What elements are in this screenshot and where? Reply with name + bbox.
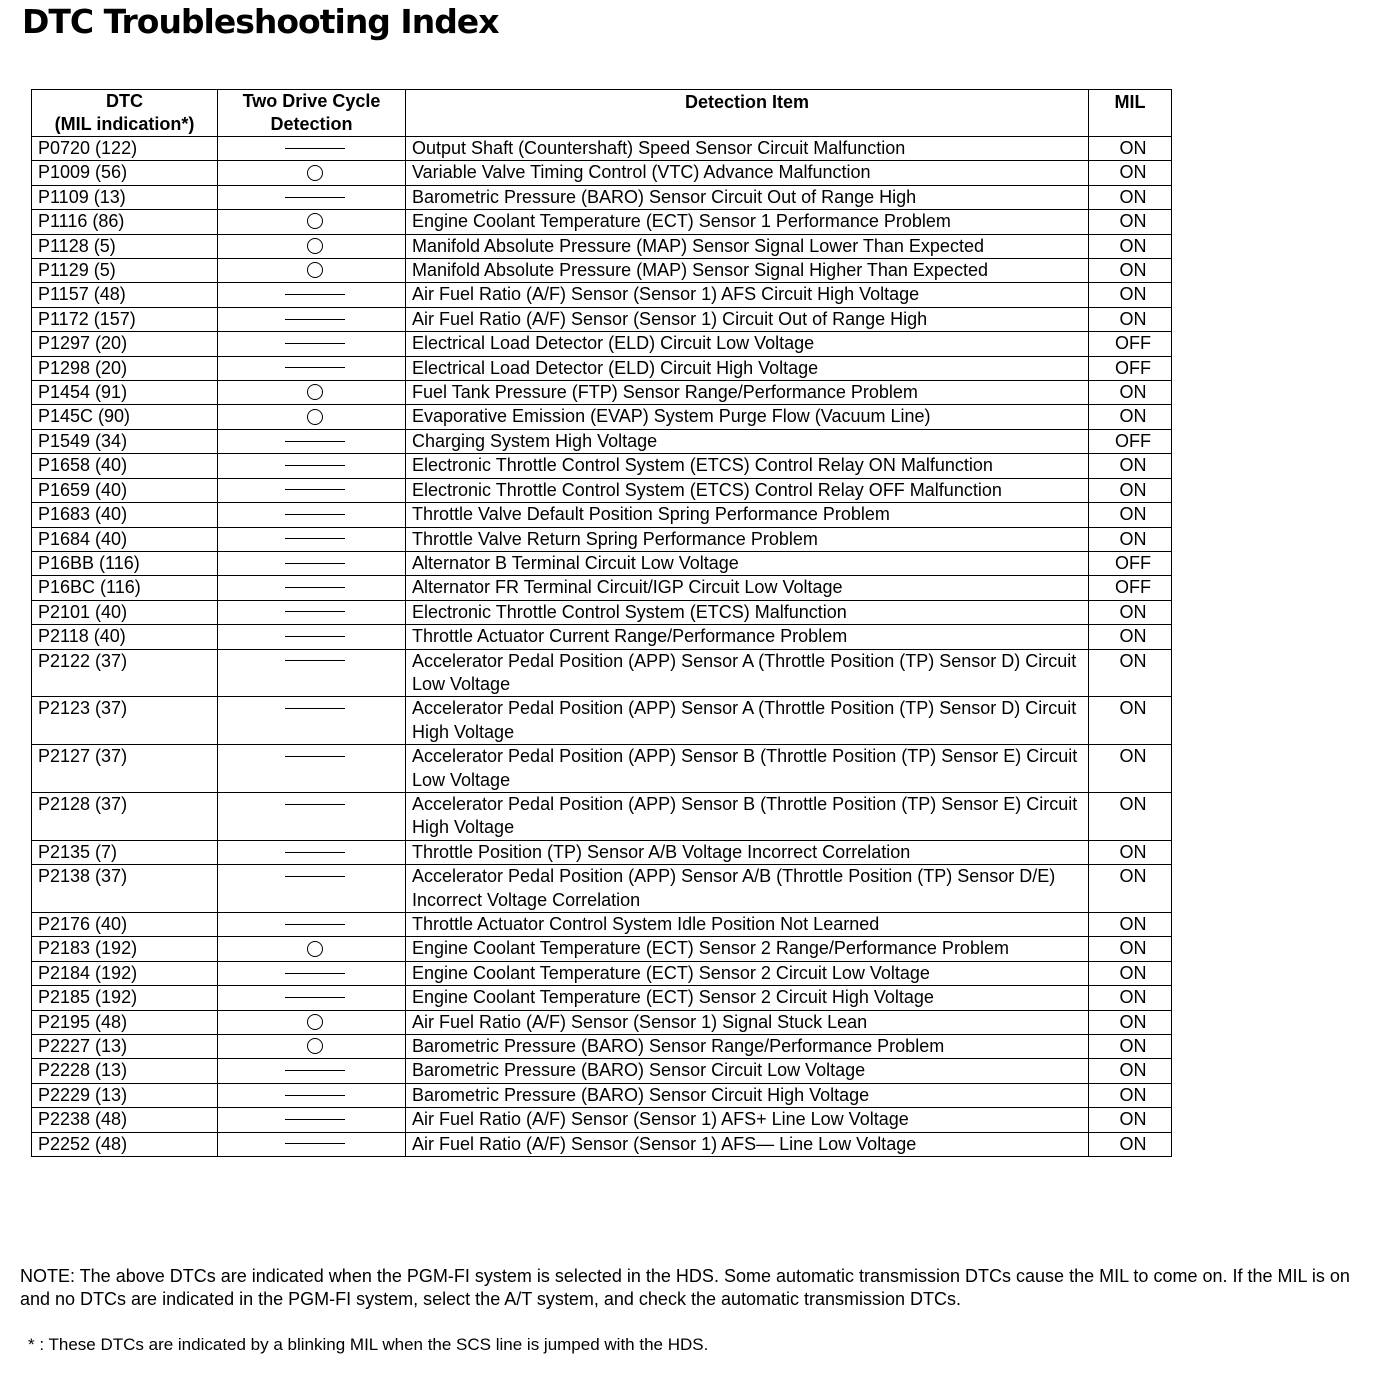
mil-status: ON xyxy=(1089,937,1172,961)
two-drive-cycle-cell xyxy=(218,259,406,283)
two-drive-cycle-cell xyxy=(218,307,406,331)
mil-status: ON xyxy=(1089,137,1172,161)
dash-icon xyxy=(285,756,345,757)
circle-icon xyxy=(307,238,323,254)
dtc-code: P2252 (48) xyxy=(32,1132,218,1156)
detection-item: Air Fuel Ratio (A/F) Sensor (Sensor 1) AFS Circuit High Voltage xyxy=(406,283,1089,307)
two-drive-cycle-cell xyxy=(218,161,406,185)
detection-item: Barometric Pressure (BARO) Sensor Range/Performance Problem xyxy=(406,1035,1089,1059)
dtc-code: P16BC (116) xyxy=(32,576,218,600)
detection-item: Charging System High Voltage xyxy=(406,429,1089,453)
mil-status: ON xyxy=(1089,1132,1172,1156)
table-row xyxy=(32,576,1172,600)
table-row xyxy=(32,405,1172,429)
detection-item: Air Fuel Ratio (A/F) Sensor (Sensor 1) Signal Stuck Lean xyxy=(406,1010,1089,1034)
header-two-label: Two Drive Cycle xyxy=(242,91,381,111)
two-drive-cycle-cell xyxy=(218,1108,406,1132)
header-two-drive-cycle xyxy=(218,90,406,137)
detection-item: Throttle Position (TP) Sensor A/B Voltage Incorrect Correlation xyxy=(406,840,1089,864)
two-drive-cycle-cell xyxy=(218,429,406,453)
two-drive-cycle-cell xyxy=(218,745,406,793)
mil-status: ON xyxy=(1089,649,1172,697)
mil-status: ON xyxy=(1089,1083,1172,1107)
detection-item: Throttle Valve Return Spring Performance Problem xyxy=(406,527,1089,551)
dtc-code: P1129 (5) xyxy=(32,259,218,283)
mil-status: ON xyxy=(1089,283,1172,307)
circle-icon xyxy=(307,409,323,425)
table-row xyxy=(32,1010,1172,1034)
mil-status: ON xyxy=(1089,1108,1172,1132)
dash-icon xyxy=(285,1119,345,1120)
page-title: DTC Troubleshooting Index xyxy=(22,2,499,41)
mil-status: ON xyxy=(1089,161,1172,185)
header-dtc xyxy=(32,90,218,137)
table-row xyxy=(32,1132,1172,1156)
footnote-text: * : These DTCs are indicated by a blinking MIL when the SCS line is jumped with the HDS. xyxy=(28,1335,709,1354)
table-row xyxy=(32,1035,1172,1059)
two-drive-cycle-cell xyxy=(218,576,406,600)
dash-icon xyxy=(285,708,345,709)
dtc-code: P1549 (34) xyxy=(32,429,218,453)
dtc-code: P1172 (157) xyxy=(32,307,218,331)
two-drive-cycle-cell xyxy=(218,527,406,551)
detection-item: Electronic Throttle Control System (ETCS) Control Relay ON Malfunction xyxy=(406,454,1089,478)
table-row xyxy=(32,697,1172,745)
dtc-code: P1683 (40) xyxy=(32,503,218,527)
dash-icon xyxy=(285,367,345,368)
mil-status: ON xyxy=(1089,600,1172,624)
table-row xyxy=(32,332,1172,356)
dtc-code: P2138 (37) xyxy=(32,865,218,913)
mil-status: ON xyxy=(1089,697,1172,745)
table-row xyxy=(32,600,1172,624)
dash-icon xyxy=(285,538,345,539)
mil-status: ON xyxy=(1089,503,1172,527)
dash-icon xyxy=(285,876,345,877)
dash-icon xyxy=(285,1143,345,1144)
table-row xyxy=(32,937,1172,961)
dtc-code: P1116 (86) xyxy=(32,210,218,234)
detection-item: Evaporative Emission (EVAP) System Purge Flow (Vacuum Line) xyxy=(406,405,1089,429)
mil-status: ON xyxy=(1089,1035,1172,1059)
two-drive-cycle-cell xyxy=(218,792,406,840)
dtc-code: P2195 (48) xyxy=(32,1010,218,1034)
two-drive-cycle-cell xyxy=(218,1010,406,1034)
dtc-code: P16BB (116) xyxy=(32,551,218,575)
mil-status: ON xyxy=(1089,865,1172,913)
table-row xyxy=(32,356,1172,380)
two-drive-cycle-cell xyxy=(218,381,406,405)
detection-item: Accelerator Pedal Position (APP) Sensor A (Throttle Position (TP) Sensor D) Circuit Low Voltage xyxy=(406,649,1089,697)
detection-item: Accelerator Pedal Position (APP) Sensor B (Throttle Position (TP) Sensor E) Circuit High Voltage xyxy=(406,792,1089,840)
table-header-row xyxy=(32,90,1172,137)
dash-icon xyxy=(285,1095,345,1096)
detection-item: Manifold Absolute Pressure (MAP) Sensor Signal Lower Than Expected xyxy=(406,234,1089,258)
detection-item: Throttle Valve Default Position Spring Performance Problem xyxy=(406,503,1089,527)
table-row xyxy=(32,1108,1172,1132)
two-drive-cycle-cell xyxy=(218,478,406,502)
dtc-code: P0720 (122) xyxy=(32,137,218,161)
detection-item: Alternator B Terminal Circuit Low Voltage xyxy=(406,551,1089,575)
two-drive-cycle-cell xyxy=(218,986,406,1010)
table-row xyxy=(32,745,1172,793)
dtc-code: P2127 (37) xyxy=(32,745,218,793)
dtc-code: P1659 (40) xyxy=(32,478,218,502)
table-row xyxy=(32,625,1172,649)
dtc-code: P1684 (40) xyxy=(32,527,218,551)
dash-icon xyxy=(285,148,345,149)
mil-status: ON xyxy=(1089,307,1172,331)
two-drive-cycle-cell xyxy=(218,649,406,697)
two-drive-cycle-cell xyxy=(218,1083,406,1107)
mil-status: ON xyxy=(1089,185,1172,209)
mil-status: ON xyxy=(1089,259,1172,283)
header-mil: MIL xyxy=(1089,90,1172,137)
table-row xyxy=(32,234,1172,258)
dtc-code: P2238 (48) xyxy=(32,1108,218,1132)
mil-status: ON xyxy=(1089,1010,1172,1034)
two-drive-cycle-cell xyxy=(218,356,406,380)
dash-icon xyxy=(285,973,345,974)
table-row xyxy=(32,454,1172,478)
mil-status: ON xyxy=(1089,1059,1172,1083)
detection-item: Engine Coolant Temperature (ECT) Sensor 2 Circuit Low Voltage xyxy=(406,961,1089,985)
dash-icon xyxy=(285,924,345,925)
circle-icon xyxy=(307,1014,323,1030)
table-row xyxy=(32,210,1172,234)
dash-icon xyxy=(285,441,345,442)
table-row xyxy=(32,913,1172,937)
circle-icon xyxy=(307,262,323,278)
detection-item: Barometric Pressure (BARO) Sensor Circuit High Voltage xyxy=(406,1083,1089,1107)
two-drive-cycle-cell xyxy=(218,600,406,624)
circle-icon xyxy=(307,213,323,229)
circle-icon xyxy=(307,165,323,181)
dash-icon xyxy=(285,465,345,466)
two-drive-cycle-cell xyxy=(218,1059,406,1083)
detection-item: Alternator FR Terminal Circuit/IGP Circuit Low Voltage xyxy=(406,576,1089,600)
table-row xyxy=(32,429,1172,453)
table-row xyxy=(32,1083,1172,1107)
detection-item: Air Fuel Ratio (A/F) Sensor (Sensor 1) AFS+ Line Low Voltage xyxy=(406,1108,1089,1132)
two-drive-cycle-cell xyxy=(218,283,406,307)
table-row xyxy=(32,503,1172,527)
detection-item: Air Fuel Ratio (A/F) Sensor (Sensor 1) AFS— Line Low Voltage xyxy=(406,1132,1089,1156)
two-drive-cycle-cell xyxy=(218,405,406,429)
dtc-code: P1298 (20) xyxy=(32,356,218,380)
dtc-code: P1454 (91) xyxy=(32,381,218,405)
dtc-code: P2183 (192) xyxy=(32,937,218,961)
detection-item: Air Fuel Ratio (A/F) Sensor (Sensor 1) Circuit Out of Range High xyxy=(406,307,1089,331)
mil-status: ON xyxy=(1089,234,1172,258)
circle-icon xyxy=(307,941,323,957)
table-row xyxy=(32,185,1172,209)
detection-item: Electrical Load Detector (ELD) Circuit Low Voltage xyxy=(406,332,1089,356)
detection-item: Electrical Load Detector (ELD) Circuit High Voltage xyxy=(406,356,1089,380)
mil-status: ON xyxy=(1089,961,1172,985)
table-row xyxy=(32,792,1172,840)
two-drive-cycle-cell xyxy=(218,210,406,234)
dtc-code: P2135 (7) xyxy=(32,840,218,864)
detection-item: Barometric Pressure (BARO) Sensor Circuit Low Voltage xyxy=(406,1059,1089,1083)
table-row xyxy=(32,259,1172,283)
table-row xyxy=(32,986,1172,1010)
mil-status: OFF xyxy=(1089,356,1172,380)
dtc-code: P1009 (56) xyxy=(32,161,218,185)
table-body xyxy=(32,137,1172,1157)
mil-status: ON xyxy=(1089,454,1172,478)
header-two-sublabel: Detection xyxy=(270,114,353,134)
dtc-code: P2227 (13) xyxy=(32,1035,218,1059)
dtc-code: P2118 (40) xyxy=(32,625,218,649)
two-drive-cycle-cell xyxy=(218,454,406,478)
header-dtc-sublabel: (MIL indication*) xyxy=(54,114,195,134)
dtc-code: P1128 (5) xyxy=(32,234,218,258)
dash-icon xyxy=(285,997,345,998)
circle-icon xyxy=(307,384,323,400)
dtc-code: P145C (90) xyxy=(32,405,218,429)
mil-status: ON xyxy=(1089,478,1172,502)
mil-status: ON xyxy=(1089,625,1172,649)
table-row xyxy=(32,551,1172,575)
table-row xyxy=(32,865,1172,913)
two-drive-cycle-cell xyxy=(218,185,406,209)
detection-item: Manifold Absolute Pressure (MAP) Sensor Signal Higher Than Expected xyxy=(406,259,1089,283)
two-drive-cycle-cell xyxy=(218,1132,406,1156)
mil-status: OFF xyxy=(1089,551,1172,575)
table-row xyxy=(32,527,1172,551)
dash-icon xyxy=(285,343,345,344)
dash-icon xyxy=(285,514,345,515)
dtc-code: P2101 (40) xyxy=(32,600,218,624)
dtc-code: P2128 (37) xyxy=(32,792,218,840)
mil-status: ON xyxy=(1089,840,1172,864)
two-drive-cycle-cell xyxy=(218,1035,406,1059)
two-drive-cycle-cell xyxy=(218,961,406,985)
note-text: NOTE: The above DTCs are indicated when the PGM-FI system is selected in the HDS. Some automatic transmission DTCs cause the MIL to come on. If the MIL is on and no DTCs are indicated in the PGM-FI system, select the A/T system, and check the automatic transmission DTCs. xyxy=(20,1266,1350,1309)
dtc-code: P2123 (37) xyxy=(32,697,218,745)
table-row xyxy=(32,1059,1172,1083)
dash-icon xyxy=(285,636,345,637)
dash-icon xyxy=(285,294,345,295)
two-drive-cycle-cell xyxy=(218,865,406,913)
mil-status: ON xyxy=(1089,405,1172,429)
table-row xyxy=(32,649,1172,697)
dash-icon xyxy=(285,197,345,198)
dash-icon xyxy=(285,319,345,320)
detection-item: Engine Coolant Temperature (ECT) Sensor 1 Performance Problem xyxy=(406,210,1089,234)
two-drive-cycle-cell xyxy=(218,234,406,258)
two-drive-cycle-cell xyxy=(218,937,406,961)
table-row xyxy=(32,478,1172,502)
dtc-index-table xyxy=(31,89,1172,1157)
table-row xyxy=(32,961,1172,985)
dash-icon xyxy=(285,804,345,805)
dtc-code: P2184 (192) xyxy=(32,961,218,985)
table-row xyxy=(32,307,1172,331)
dash-icon xyxy=(285,489,345,490)
two-drive-cycle-cell xyxy=(218,551,406,575)
mil-status: ON xyxy=(1089,381,1172,405)
detection-item: Engine Coolant Temperature (ECT) Sensor 2 Range/Performance Problem xyxy=(406,937,1089,961)
mil-status: ON xyxy=(1089,527,1172,551)
mil-status: OFF xyxy=(1089,576,1172,600)
detection-item: Variable Valve Timing Control (VTC) Advance Malfunction xyxy=(406,161,1089,185)
detection-item: Throttle Actuator Control System Idle Position Not Learned xyxy=(406,913,1089,937)
dash-icon xyxy=(285,660,345,661)
header-detection-item: Detection Item xyxy=(406,90,1089,137)
mil-status: ON xyxy=(1089,913,1172,937)
mil-status: ON xyxy=(1089,210,1172,234)
dtc-code: P1157 (48) xyxy=(32,283,218,307)
table-row xyxy=(32,840,1172,864)
detection-item: Accelerator Pedal Position (APP) Sensor B (Throttle Position (TP) Sensor E) Circuit Low Voltage xyxy=(406,745,1089,793)
dtc-code: P1658 (40) xyxy=(32,454,218,478)
two-drive-cycle-cell xyxy=(218,137,406,161)
dtc-code: P2122 (37) xyxy=(32,649,218,697)
two-drive-cycle-cell xyxy=(218,332,406,356)
mil-status: OFF xyxy=(1089,429,1172,453)
dtc-code: P1109 (13) xyxy=(32,185,218,209)
two-drive-cycle-cell xyxy=(218,697,406,745)
dash-icon xyxy=(285,852,345,853)
table-row xyxy=(32,161,1172,185)
two-drive-cycle-cell xyxy=(218,913,406,937)
table-row xyxy=(32,381,1172,405)
dash-icon xyxy=(285,563,345,564)
circle-icon xyxy=(307,1038,323,1054)
detection-item: Accelerator Pedal Position (APP) Sensor A/B (Throttle Position (TP) Sensor D/E) Incorrect Voltage Correlation xyxy=(406,865,1089,913)
table-row xyxy=(32,137,1172,161)
detection-item: Barometric Pressure (BARO) Sensor Circuit Out of Range High xyxy=(406,185,1089,209)
dtc-code: P2176 (40) xyxy=(32,913,218,937)
table-row xyxy=(32,283,1172,307)
detection-item: Electronic Throttle Control System (ETCS) Control Relay OFF Malfunction xyxy=(406,478,1089,502)
two-drive-cycle-cell xyxy=(218,625,406,649)
detection-item: Throttle Actuator Current Range/Performance Problem xyxy=(406,625,1089,649)
dtc-code: P1297 (20) xyxy=(32,332,218,356)
two-drive-cycle-cell xyxy=(218,840,406,864)
mil-status: OFF xyxy=(1089,332,1172,356)
dash-icon xyxy=(285,587,345,588)
dash-icon xyxy=(285,611,345,612)
detection-item: Electronic Throttle Control System (ETCS) Malfunction xyxy=(406,600,1089,624)
mil-status: ON xyxy=(1089,745,1172,793)
detection-item: Output Shaft (Countershaft) Speed Sensor Circuit Malfunction xyxy=(406,137,1089,161)
dtc-code: P2185 (192) xyxy=(32,986,218,1010)
dtc-code: P2228 (13) xyxy=(32,1059,218,1083)
dtc-code: P2229 (13) xyxy=(32,1083,218,1107)
mil-status: ON xyxy=(1089,986,1172,1010)
dash-icon xyxy=(285,1070,345,1071)
header-dtc-label: DTC xyxy=(106,91,143,111)
mil-status: ON xyxy=(1089,792,1172,840)
detection-item: Fuel Tank Pressure (FTP) Sensor Range/Performance Problem xyxy=(406,381,1089,405)
detection-item: Accelerator Pedal Position (APP) Sensor A (Throttle Position (TP) Sensor D) Circuit High Voltage xyxy=(406,697,1089,745)
two-drive-cycle-cell xyxy=(218,503,406,527)
detection-item: Engine Coolant Temperature (ECT) Sensor 2 Circuit High Voltage xyxy=(406,986,1089,1010)
